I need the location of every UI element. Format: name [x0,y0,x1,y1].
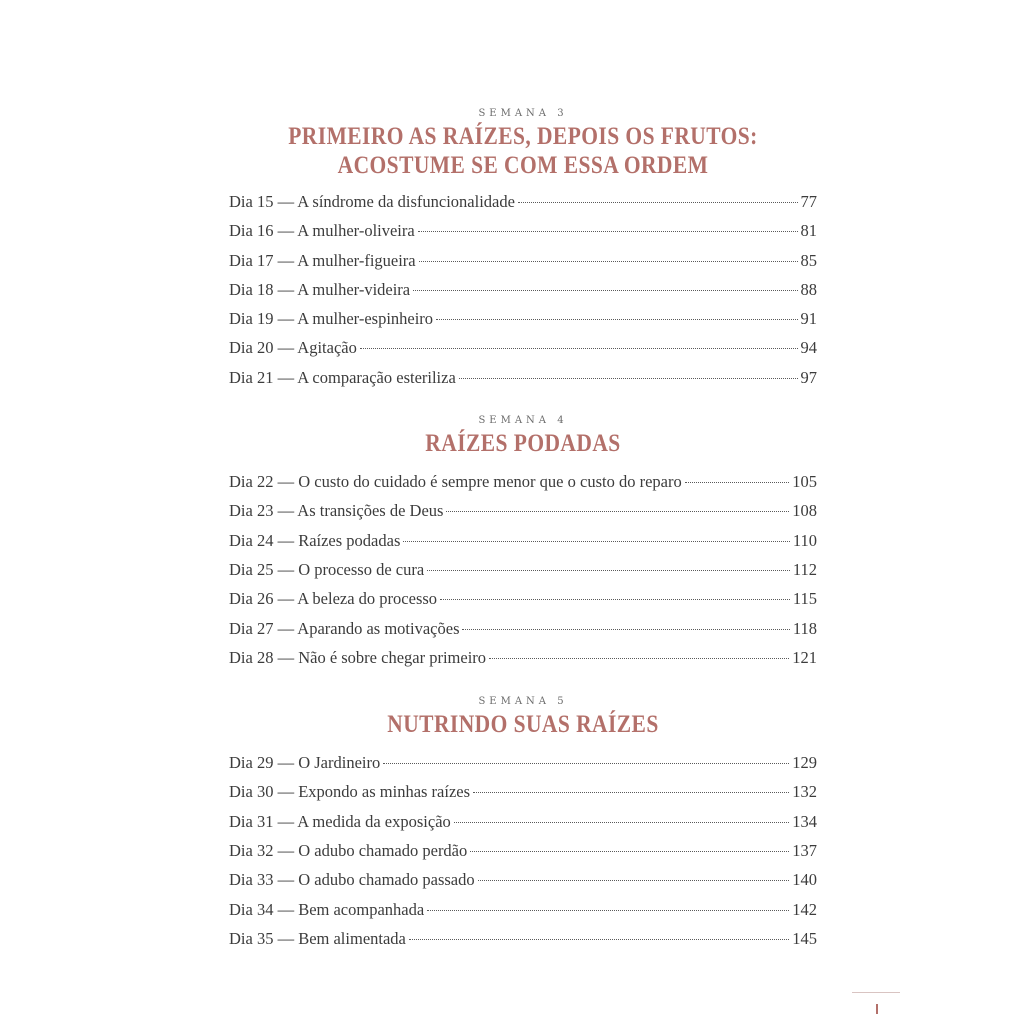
dot-leader [440,599,790,600]
toc-entry[interactable] [229,309,817,338]
entry-label: Dia 22 — O custo do cuidado é sempre menor que o custo do reparo [229,472,682,492]
entry-page-number: 115 [792,589,817,609]
dot-leader [478,880,790,881]
week-title [270,122,776,180]
dot-leader [383,763,789,764]
dot-leader [459,378,798,379]
entry-label: Dia 19 — A mulher-espinheiro [229,309,434,329]
entry-label: Dia 34 — Bem acompanhada [229,899,425,919]
dot-leader [403,541,789,542]
entry-label: Dia 16 — A mulher-oliveira [229,221,415,241]
toc-entry[interactable] [229,280,817,309]
entry-list [229,472,817,677]
entry-label: Dia 29 — O Jardineiro [229,753,381,773]
toc-entry[interactable] [229,368,817,397]
week-label: SEMANA 4 [478,415,568,427]
dot-leader [427,570,790,571]
week-title-line: RAÍZES PODADAS [425,430,621,458]
toc-entry[interactable] [229,870,817,899]
dot-leader [418,231,798,232]
entry-label: Dia 24 — Raízes podadas [229,530,401,550]
toc-entry[interactable] [229,841,817,870]
toc-entry[interactable] [229,753,817,782]
entry-label: Dia 30 — Expondo as minhas raízes [229,782,471,802]
page-edge-rule [852,992,900,993]
week-title-line: ACOSTUME SE COM ESSA ORDEM [337,152,709,179]
entry-page-number: 105 [792,472,817,492]
entry-label: Dia 32 — O adubo chamado perdão [229,841,468,861]
week-title-line: PRIMEIRO AS RAÍZES, DEPOIS OS FRUTOS: [288,123,758,150]
entry-page-number: 112 [792,559,817,579]
entry-list [229,753,817,958]
section-semana-5 [229,696,817,958]
entry-page-number: 110 [792,530,817,550]
toc-entry[interactable] [229,221,817,250]
toc-entry[interactable] [229,192,817,221]
week-label: SEMANA 5 [478,696,568,708]
toc-entry[interactable] [229,619,817,648]
entry-label: Dia 15 — A síndrome da disfuncionalidade [229,192,515,211]
entry-page-number: 91 [800,309,817,329]
entry-page-number: 142 [792,899,817,919]
entry-label: Dia 23 — As transições de Deus [229,501,444,521]
toc-entry[interactable] [229,251,817,280]
toc-entry[interactable] [229,501,817,530]
entry-page-number: 108 [792,501,817,521]
entry-label: Dia 26 — A beleza do processo [229,589,438,609]
entry-page-number: 140 [792,870,817,890]
week-title [270,429,776,458]
dot-leader [409,939,789,940]
entry-label: Dia 27 — Aparando as motivações [229,618,460,638]
toc-entry[interactable] [229,782,817,811]
week-title [270,710,776,739]
entry-page-number: 85 [800,250,817,270]
week-title-line: NUTRINDO SUAS RAÍZES [387,711,659,739]
entry-label: Dia 31 — A medida da exposição [229,811,451,831]
dot-leader [685,482,790,483]
toc-entry[interactable] [229,812,817,841]
dot-leader [473,792,789,793]
dot-leader [454,822,789,823]
entry-label: Dia 18 — A mulher-videira [229,279,411,299]
toc-entry[interactable] [229,589,817,618]
table-of-contents [229,108,817,958]
entry-page-number: 88 [800,279,817,299]
entry-label: Dia 33 — O adubo chamado passado [229,870,475,890]
entry-label: Dia 20 — Agitação [229,338,357,358]
toc-entry[interactable] [229,560,817,589]
dot-leader [446,511,789,512]
entry-page-number: 81 [800,221,817,241]
entry-page-number: 118 [792,618,817,638]
dot-leader [470,851,789,852]
dot-leader [427,910,789,911]
entry-page-number: 129 [792,753,817,773]
toc-entry[interactable] [229,900,817,929]
entry-page-number: 137 [792,841,817,861]
dot-leader [413,290,797,291]
toc-entry[interactable] [229,648,817,677]
entry-page-number: 94 [800,338,817,358]
entry-page-number: 77 [800,192,817,211]
dot-leader [518,202,798,203]
entry-label: Dia 17 — A mulher-figueira [229,250,416,270]
entry-label: Dia 28 — Não é sobre chegar primeiro [229,647,487,667]
dot-leader [436,319,797,320]
toc-entry[interactable] [229,531,817,560]
dot-leader [462,629,789,630]
entry-label: Dia 35 — Bem alimentada [229,928,406,948]
entry-label: Dia 21 — A comparação esteriliza [229,367,456,387]
dot-leader [489,658,789,659]
toc-entry[interactable] [229,338,817,367]
entry-page-number: 132 [792,782,817,802]
toc-entry[interactable] [229,929,817,958]
toc-entry[interactable] [229,472,817,501]
entry-list [229,192,817,397]
entry-page-number: 145 [792,928,817,948]
dot-leader [360,348,798,349]
entry-page-number: 121 [792,647,817,667]
section-semana-4 [229,415,817,677]
entry-label: Dia 25 — O processo de cura [229,559,425,579]
week-label: SEMANA 3 [478,108,568,119]
entry-page-number: 134 [792,811,817,831]
page-edge-tick [876,1004,878,1014]
entry-page-number: 97 [800,367,817,387]
dot-leader [419,261,798,262]
section-semana-3 [229,108,817,397]
